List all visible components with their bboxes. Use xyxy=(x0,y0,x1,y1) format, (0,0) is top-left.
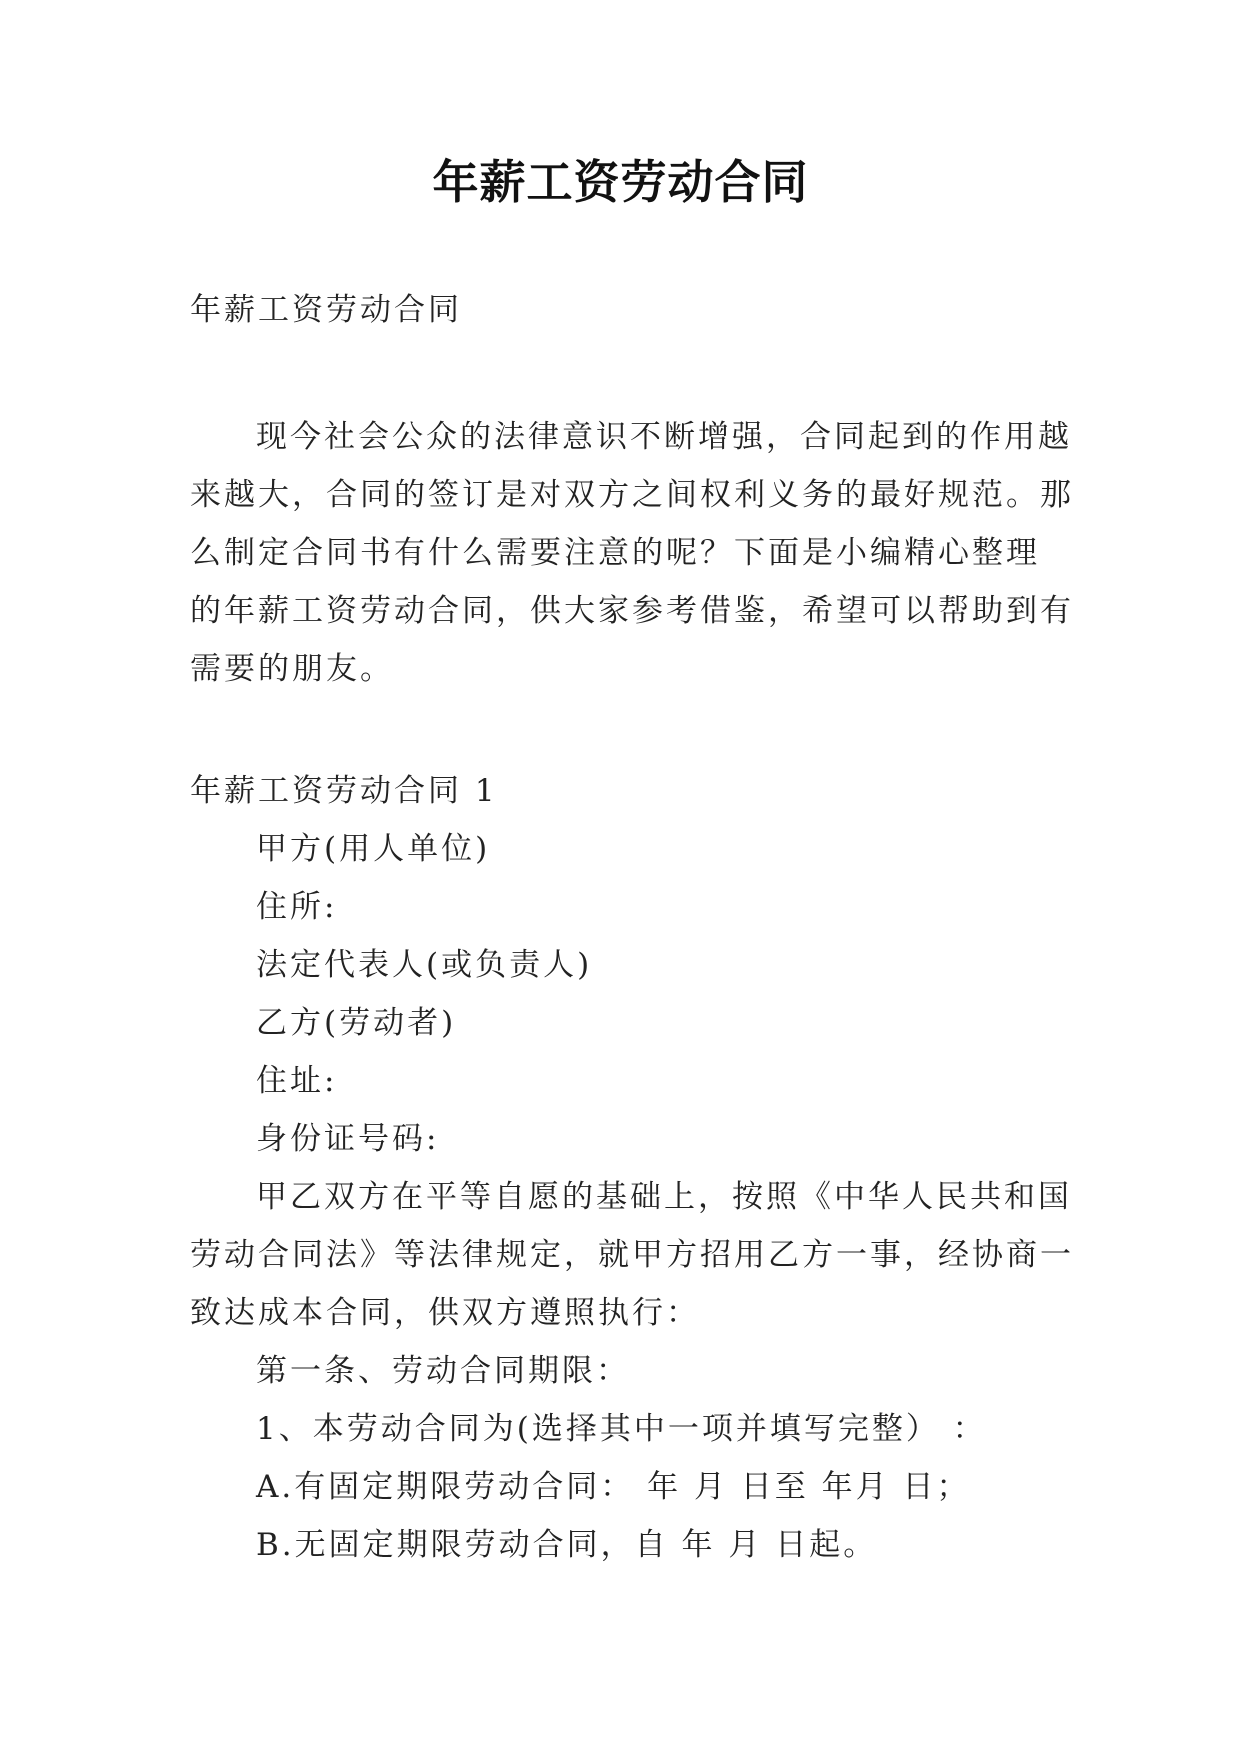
intro-line: 来越大，合同的签订是对双方之间权利义务的最好规范。那 xyxy=(190,477,1074,513)
section-heading: 年薪工资劳动合同 1 xyxy=(190,773,498,809)
agreement-text-line: 劳动合同法》等法律规定，就甲方招用乙方一事，经协商一 xyxy=(190,1237,1074,1273)
legal-representative-label: 法定代表人(或负责人) xyxy=(256,947,593,983)
article-one-heading: 第一条、劳动合同期限： xyxy=(256,1353,630,1389)
clause-option-a: A.有固定期限劳动合同： 年 月 日至 年月 日； xyxy=(256,1469,971,1505)
intro-line: 需要的朋友。 xyxy=(190,651,394,687)
document-title: 年薪工资劳动合同 xyxy=(432,155,809,209)
party-b-address-label: 住址: xyxy=(256,1063,338,1099)
agreement-text-line: 甲乙双方在平等自愿的基础上，按照《中华人民共和国 xyxy=(256,1179,1072,1215)
party-b-label: 乙方(劳动者) xyxy=(256,1005,457,1041)
document-subtitle: 年薪工资劳动合同 xyxy=(190,292,462,328)
clause-item: 1、本劳动合同为(选择其中一项并填写完整） ： xyxy=(256,1411,987,1447)
contract-section xyxy=(190,762,1074,1574)
intro-line: 现今社会公众的法律意识不断增强，合同起到的作用越 xyxy=(256,419,1072,455)
agreement-text-line: 致达成本合同，供双方遵照执行： xyxy=(190,1295,700,1331)
party-a-address-label: 住所: xyxy=(256,889,338,925)
intro-paragraph xyxy=(190,408,1074,698)
id-number-label: 身份证号码: xyxy=(256,1121,440,1157)
party-a-label: 甲方(用人单位) xyxy=(256,831,491,867)
intro-line: 么制定合同书有什么需要注意的呢？下面是小编精心整理 xyxy=(190,535,1040,571)
clause-option-b: B.无固定期限劳动合同，自 年 月 日起。 xyxy=(256,1527,878,1563)
intro-line: 的年薪工资劳动合同，供大家参考借鉴，希望可以帮助到有 xyxy=(190,593,1074,629)
